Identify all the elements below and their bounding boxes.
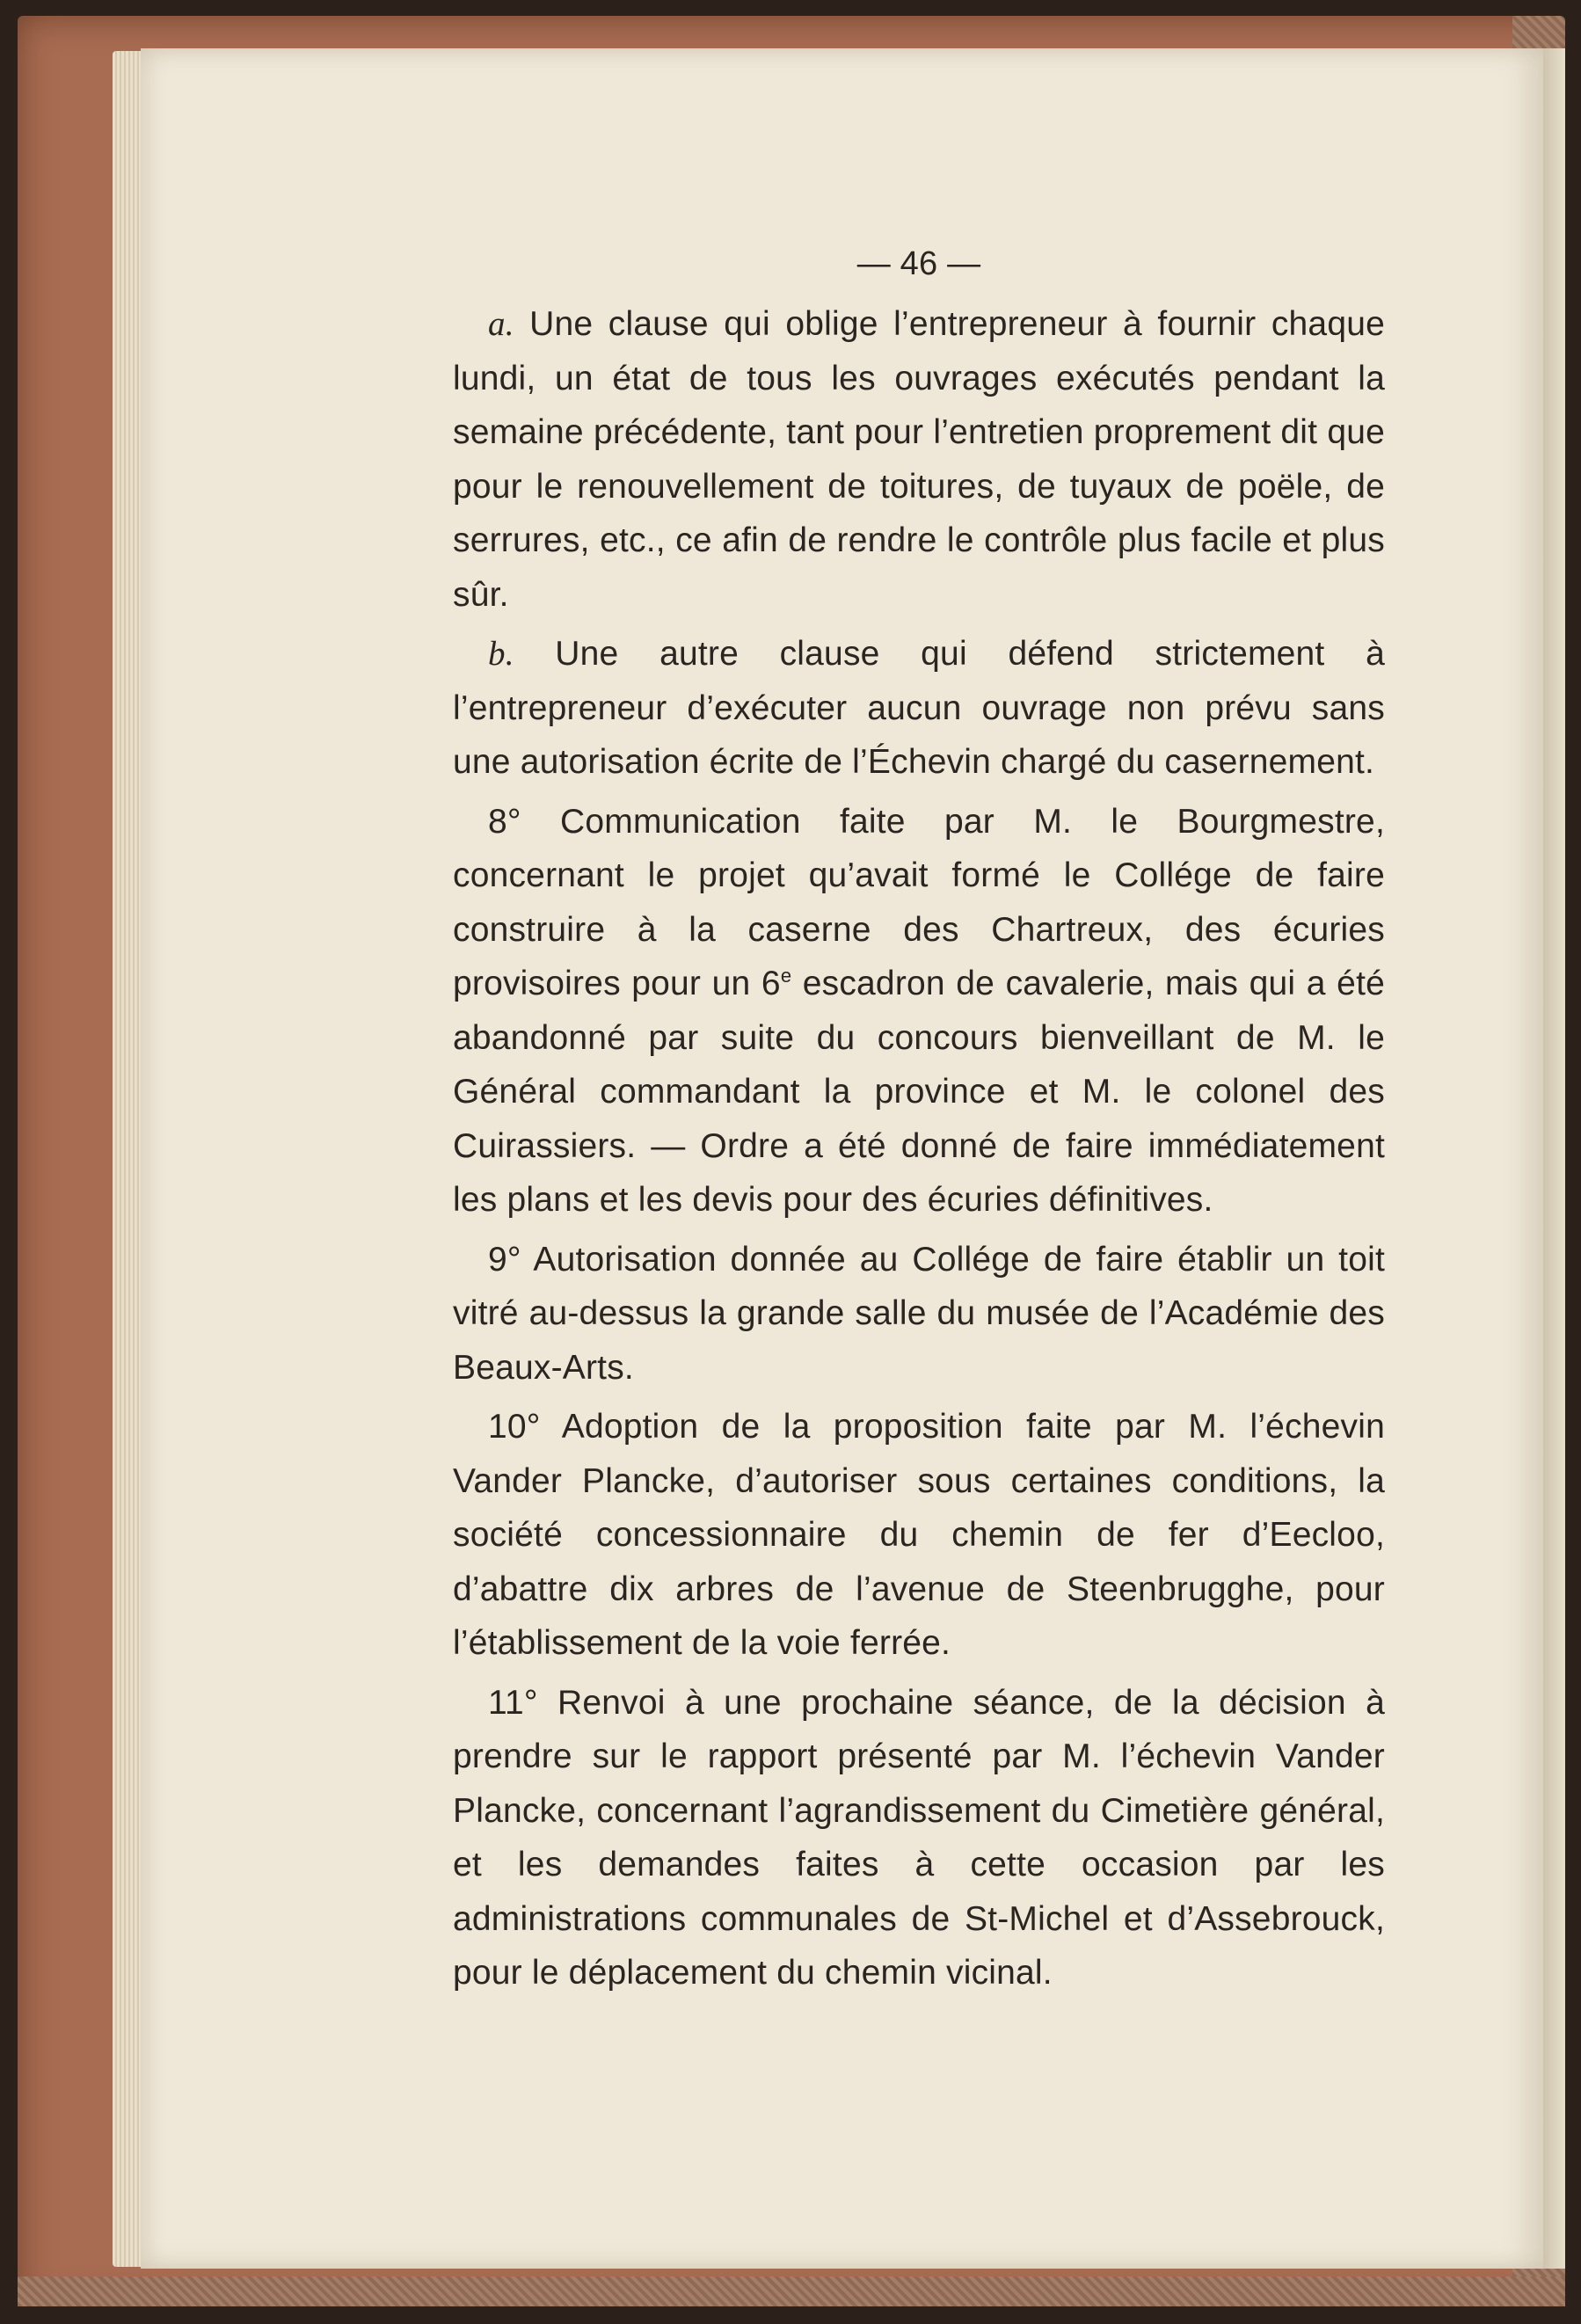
page-text [453, 237, 1385, 2006]
paragraph-marker: 10° [488, 1408, 541, 1446]
next-page-edge [1543, 48, 1565, 2269]
paragraph-text-cont: escadron de cavalerie, mais qui a été abandonné par suite du concours bienveillant de M. le Général commandant la province et M. le colonel des Cuirassiers. — Ordre a été donné de faire immédiatement les plans et les devis pour des écuries définitives. [453, 965, 1385, 1219]
paragraph-text: Une autre clause qui défend strictement à l’entrepreneur d’exécuter aucun ouvrage non prévu sans une autorisation écrite de l’Échevin chargé du casernement. [453, 635, 1385, 781]
cover-cloth-bottom [18, 2277, 1565, 2306]
paragraph-b [453, 627, 1385, 790]
paragraph-marker: 9° [488, 1240, 521, 1279]
paragraph-text: Renvoi à une prochaine séance, de la décision à prendre sur le rapport présenté par M. l’échevin Vander Plancke, concernant l’agrandissement du Cimetière général, et les demandes faites à cette occasion par les administrations communales de St-Michel et d’Assebrouck, pour le déplacement du chemin vicinal. [453, 1683, 1385, 1992]
paragraph-text: Une clause qui oblige l’entrepreneur à fournir chaque lundi, un état de tous les ouvrages exécutés pendant la semaine précédente, tant pour l’entretien proprement dit que pour le renouvellement de toitures, de tuyaux de poële, de serrures, etc., ce afin de rendre le contrôle plus facile et plus sûr. [453, 305, 1385, 614]
superscript: e [780, 965, 792, 987]
paragraph-10 [453, 1400, 1385, 1671]
paragraph-text: Autorisation donnée au Collége de faire établir un toit vitré au-dessus la grande salle du musée de l’Académie des Beaux-Arts. [453, 1240, 1386, 1387]
paragraph-marker: 11° [488, 1683, 538, 1722]
paragraph-8 [453, 795, 1385, 1228]
page-number: — 46 — [856, 245, 981, 282]
paragraph-marker: b. [488, 635, 514, 673]
paragraph-marker: a. [488, 305, 514, 343]
paragraph-marker: 8° [488, 802, 521, 841]
paragraph-9 [453, 1233, 1385, 1395]
paragraph-11 [453, 1676, 1385, 2000]
paragraph-text: Adoption de la proposition faite par M. l’échevin Vander Plancke, d’autoriser sous certaines conditions, la société concessionnaire du chemin de fer d’Eecloo, d’abattre dix arbres de l’avenue de Steenbrugghe, pour l’établissement de la voie ferrée. [453, 1408, 1386, 1662]
paragraph-text: Communication faite par M. le Bourgmestre, concernant le projet qu’avait formé le Collége de faire construire à la caserne des Chartreux, des écuries provisoires pour un 6 [453, 802, 1385, 1002]
paragraph-a [453, 297, 1385, 622]
